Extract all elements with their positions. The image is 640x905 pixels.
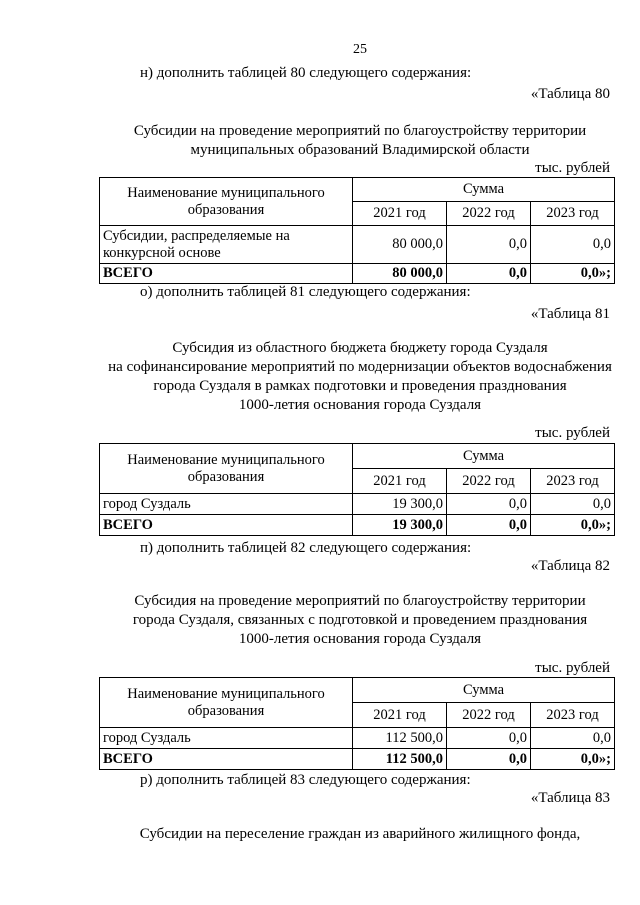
units-label: тыс. рублей <box>535 425 610 441</box>
cell-value: 80 000,0 <box>353 264 447 284</box>
header-year: 2022 год <box>447 469 531 494</box>
table-ref-80: «Таблица 80 <box>530 86 610 102</box>
header-name: Наименование муниципального образования <box>100 444 353 494</box>
instruction-83: р) дополнить таблицей 83 следующего содержания: <box>140 772 471 788</box>
instruction-80: н) дополнить таблицей 80 следующего содержания: <box>140 65 472 81</box>
total-label: ВСЕГО <box>100 264 353 284</box>
header-year: 2021 год <box>353 202 447 226</box>
total-label: ВСЕГО <box>100 749 353 770</box>
table-title-80 <box>80 122 640 160</box>
header-year: 2021 год <box>353 469 447 494</box>
title-line: Субсидия из областного бюджета бюджету города Суздаля <box>172 340 548 356</box>
header-year: 2023 год <box>531 202 615 226</box>
header-name: Наименование муниципального образования <box>100 678 353 728</box>
table-row <box>100 728 615 749</box>
title-line: города Суздаля в рамках подготовки и проведения празднования <box>153 378 567 394</box>
cell-value: 19 300,0 <box>353 494 447 515</box>
instruction-82: п) дополнить таблицей 82 следующего содержания: <box>140 540 472 556</box>
cell-value: 19 300,0 <box>353 515 447 536</box>
cell-value: 80 000,0 <box>353 226 447 264</box>
title-line: Субсидии на проведение мероприятий по благоустройству территории <box>133 123 587 139</box>
title-line: на софинансирование мероприятий по модернизации объектов водоснабжения <box>108 359 612 375</box>
cell-value: 0,0 <box>447 264 531 284</box>
header-name: Наименование муниципального образования <box>100 178 353 226</box>
cell-value: 0,0 <box>531 494 615 515</box>
units-label: тыс. рублей <box>535 660 610 676</box>
total-row <box>100 515 615 536</box>
table-ref-83: «Таблица 83 <box>530 790 610 806</box>
table-80 <box>99 177 615 284</box>
header-sum: Сумма <box>353 444 615 469</box>
table-81 <box>99 443 615 536</box>
units-label: тыс. рублей <box>535 160 610 176</box>
cell-value: 112 500,0 <box>353 728 447 749</box>
table-title-82 <box>80 592 640 649</box>
cell-value: 0,0 <box>447 494 531 515</box>
cell-value: 0,0»; <box>531 515 615 536</box>
header-sum: Сумма <box>353 678 615 703</box>
table-ref-81: «Таблица 81 <box>530 306 610 322</box>
title-line: 1000-летия основания города Суздаля <box>238 397 482 413</box>
cell-value: 112 500,0 <box>353 749 447 770</box>
cell-value: 0,0 <box>447 728 531 749</box>
header-year: 2023 год <box>531 469 615 494</box>
row-name: Субсидии, распределяемые на конкурсной основе <box>100 226 353 264</box>
cell-value: 0,0»; <box>531 264 615 284</box>
header-year: 2021 год <box>353 703 447 728</box>
header-year: 2023 год <box>531 703 615 728</box>
header-year: 2022 год <box>447 202 531 226</box>
header-sum: Сумма <box>353 178 615 202</box>
table-row <box>100 226 615 264</box>
cell-value: 0,0 <box>447 749 531 770</box>
table-title-81 <box>80 339 640 415</box>
instruction-81: о) дополнить таблицей 81 следующего содержания: <box>140 284 471 300</box>
header-year: 2022 год <box>447 703 531 728</box>
title-line: города Суздаля, связанных с подготовкой и проведением празднования <box>132 612 588 628</box>
table-row <box>100 494 615 515</box>
title-line: 1000-летия основания города Суздаля <box>238 631 482 647</box>
cell-value: 0,0»; <box>531 749 615 770</box>
table-ref-82: «Таблица 82 <box>530 558 610 574</box>
page-number: 25 <box>353 42 367 57</box>
row-name: город Суздаль <box>100 494 353 515</box>
title-line: муниципальных образований Владимирской области <box>190 142 530 158</box>
total-row <box>100 264 615 284</box>
table-82 <box>99 677 615 770</box>
row-name: город Суздаль <box>100 728 353 749</box>
title-line: Субсидия на проведение мероприятий по благоустройству территории <box>134 593 586 609</box>
title-line: Субсидии на переселение граждан из аварийного жилищного фонда, <box>139 826 581 842</box>
table-title-83 <box>80 825 640 844</box>
cell-value: 0,0 <box>531 226 615 264</box>
cell-value: 0,0 <box>447 226 531 264</box>
cell-value: 0,0 <box>447 515 531 536</box>
total-label: ВСЕГО <box>100 515 353 536</box>
cell-value: 0,0 <box>531 728 615 749</box>
total-row <box>100 749 615 770</box>
